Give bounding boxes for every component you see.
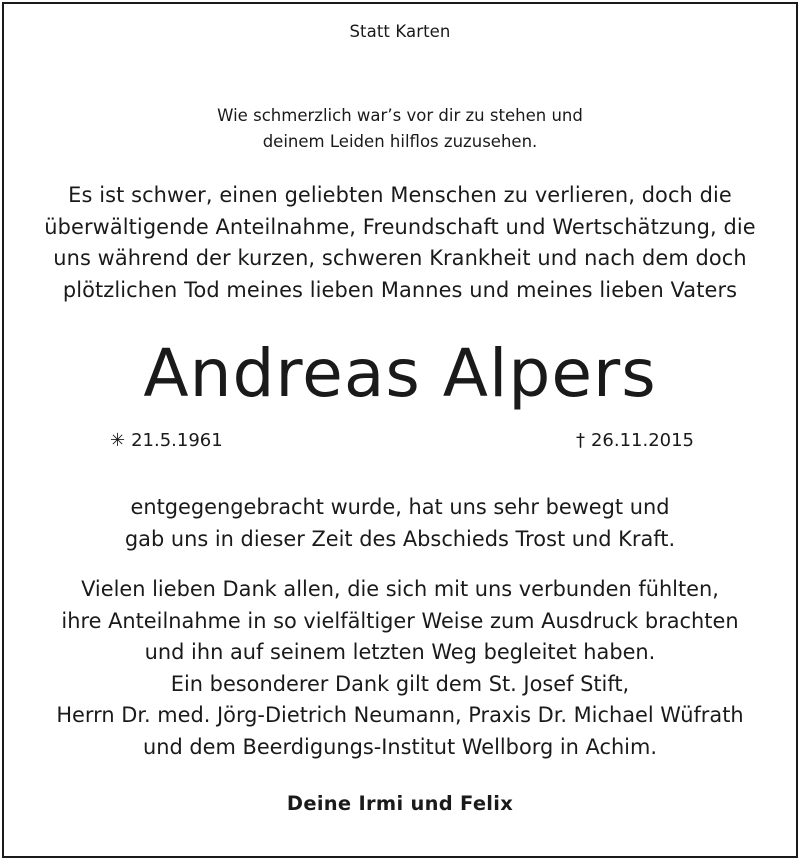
intro-line: Es ist schwer, einen geliebten Menschen zu verlieren, doch die bbox=[68, 183, 732, 207]
birth-star-icon: ✳ bbox=[110, 430, 126, 451]
thanks-paragraph bbox=[4, 574, 796, 763]
thanks-line: Ein besonderer Dank gilt dem St. Josef Stift, bbox=[170, 671, 630, 696]
death-date bbox=[576, 430, 694, 451]
thanks-line: ihre Anteilnahme in so vielfältiger Weise zum Ausdruck brachten bbox=[61, 608, 739, 633]
gratitude-line: entgegengebracht wurde, hat uns sehr bewegt und bbox=[130, 495, 670, 519]
intro-line: uns während der kurzen, schweren Krankheit und nach dem doch bbox=[53, 246, 747, 270]
thanks-line: und dem Beerdigungs-Institut Wellborg in Achim. bbox=[143, 734, 657, 759]
thanks-line: Vielen lieben Dank allen, die sich mit uns verbunden fühlten, bbox=[81, 577, 719, 601]
thanks-line: und ihn auf seinem letzten Weg begleitet haben. bbox=[144, 640, 656, 664]
death-date-text: 26.11.2015 bbox=[590, 430, 694, 451]
verse-line: Wie schmerzlich war’s vor dir zu stehen und bbox=[217, 106, 583, 125]
intro-line: überwältigende Anteilnahme, Freundschaft und Wertschätzung, die bbox=[44, 214, 756, 239]
gratitude-paragraph bbox=[4, 492, 796, 555]
death-cross-icon: † bbox=[575, 430, 585, 451]
deceased-name: Andreas Alpers bbox=[143, 335, 657, 412]
verse-line: deinem Leiden hilflos zuzusehen. bbox=[262, 132, 538, 151]
intro-line: plötzlichen Tod meines lieben Mannes und meines lieben Vaters bbox=[62, 277, 738, 302]
obituary-notice bbox=[2, 2, 798, 858]
verse-block bbox=[4, 103, 796, 155]
notice-header: Statt Karten bbox=[349, 22, 451, 41]
birth-date bbox=[110, 430, 223, 451]
signature: Deine Irmi und Felix bbox=[286, 792, 514, 815]
birth-date-text: 21.5.1961 bbox=[131, 430, 223, 451]
intro-paragraph bbox=[4, 180, 796, 306]
gratitude-line: gab uns in dieser Zeit des Abschieds Trost und Kraft. bbox=[124, 526, 676, 551]
thanks-line: Herrn Dr. med. Jörg-Dietrich Neumann, Praxis Dr. Michael Wüfrath bbox=[56, 703, 744, 727]
